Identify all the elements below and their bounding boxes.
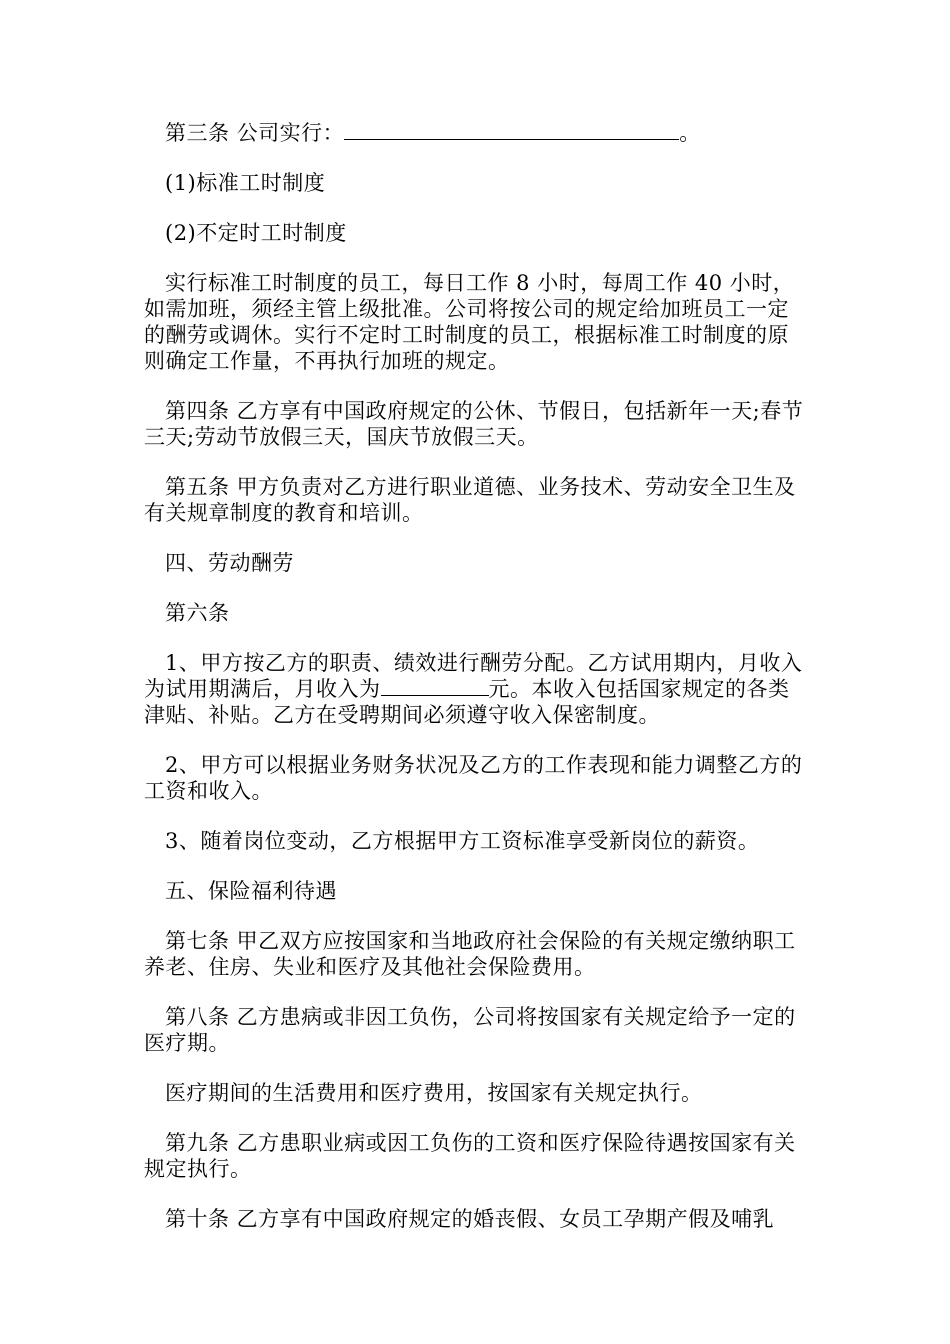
document-body (144, 120, 806, 1256)
option-flexible-hours: (2)不定时工时制度 (165, 221, 347, 245)
salary-blank (381, 677, 489, 696)
section-heading-compensation: 四、劳动酬劳 (165, 551, 294, 575)
article-3-end: 。 (679, 121, 701, 145)
section-heading-insurance: 五、保险福利待遇 (165, 879, 337, 903)
article-3-text: 第三条 公司实行： (165, 121, 345, 145)
compensation-item-1-rest: 元。本收入包括国家规定的各类津贴、补贴。乙方在受聘期间必须遵守收入保密制度。 (144, 677, 790, 727)
medical-period-paragraph: 医疗期间的生活费用和医疗费用，按国家有关规定执行。 (165, 1081, 703, 1105)
article-6-heading: 第六条 (165, 601, 230, 625)
article-4-paragraph: 第四条 乙方享有中国政府规定的公休、节假日，包括新年一天;春节三天;劳动节放假三天，国庆节放假三天。 (144, 399, 804, 449)
fill-in-blank (344, 121, 679, 140)
compensation-item-1-text: 1、甲方按乙方的职责、绩效进行酬劳分配。乙方试用期内，月收入为试用期满后，月收入为 (144, 651, 803, 701)
article-7-paragraph: 第七条 甲乙双方应按国家和当地政府社会保险的有关规定缴纳职工养老、住房、失业和医疗及其他社会保险费用。 (144, 929, 796, 979)
article-8-paragraph: 第八条 乙方患病或非因工负伤，公司将按国家有关规定给予一定的医疗期。 (144, 1005, 796, 1055)
compensation-item-3: 3、随着岗位变动，乙方根据甲方工资标准享受新岗位的薪资。 (165, 829, 760, 853)
article-3-paragraph (144, 120, 806, 146)
compensation-item-1 (144, 650, 806, 728)
option-standard-hours: (1)标准工时制度 (165, 171, 326, 195)
article-5-paragraph: 第五条 甲方负责对乙方进行职业道德、业务技术、劳动安全卫生及有关规章制度的教育和培训。 (144, 475, 796, 525)
compensation-item-2: 2、甲方可以根据业务财务状况及乙方的工作表现和能力调整乙方的工资和收入。 (144, 753, 803, 803)
article-9-paragraph: 第九条 乙方患职业病或因工负伤的工资和医疗保险待遇按国家有关规定执行。 (144, 1131, 796, 1181)
article-10-paragraph: 第十条 乙方享有中国政府规定的婚丧假、女员工孕期产假及哺乳 (165, 1207, 775, 1231)
working-hours-paragraph: 实行标准工时制度的员工，每日工作 8 小时，每周工作 40 小时，如需加班，须经主管上级批准。公司将按公司的规定给加班员工一定的酬劳或调休。实行不定时工时制度的员工，根据标准工时制度的原则确定工作量，不再执行加班的规定。 (144, 271, 795, 373)
